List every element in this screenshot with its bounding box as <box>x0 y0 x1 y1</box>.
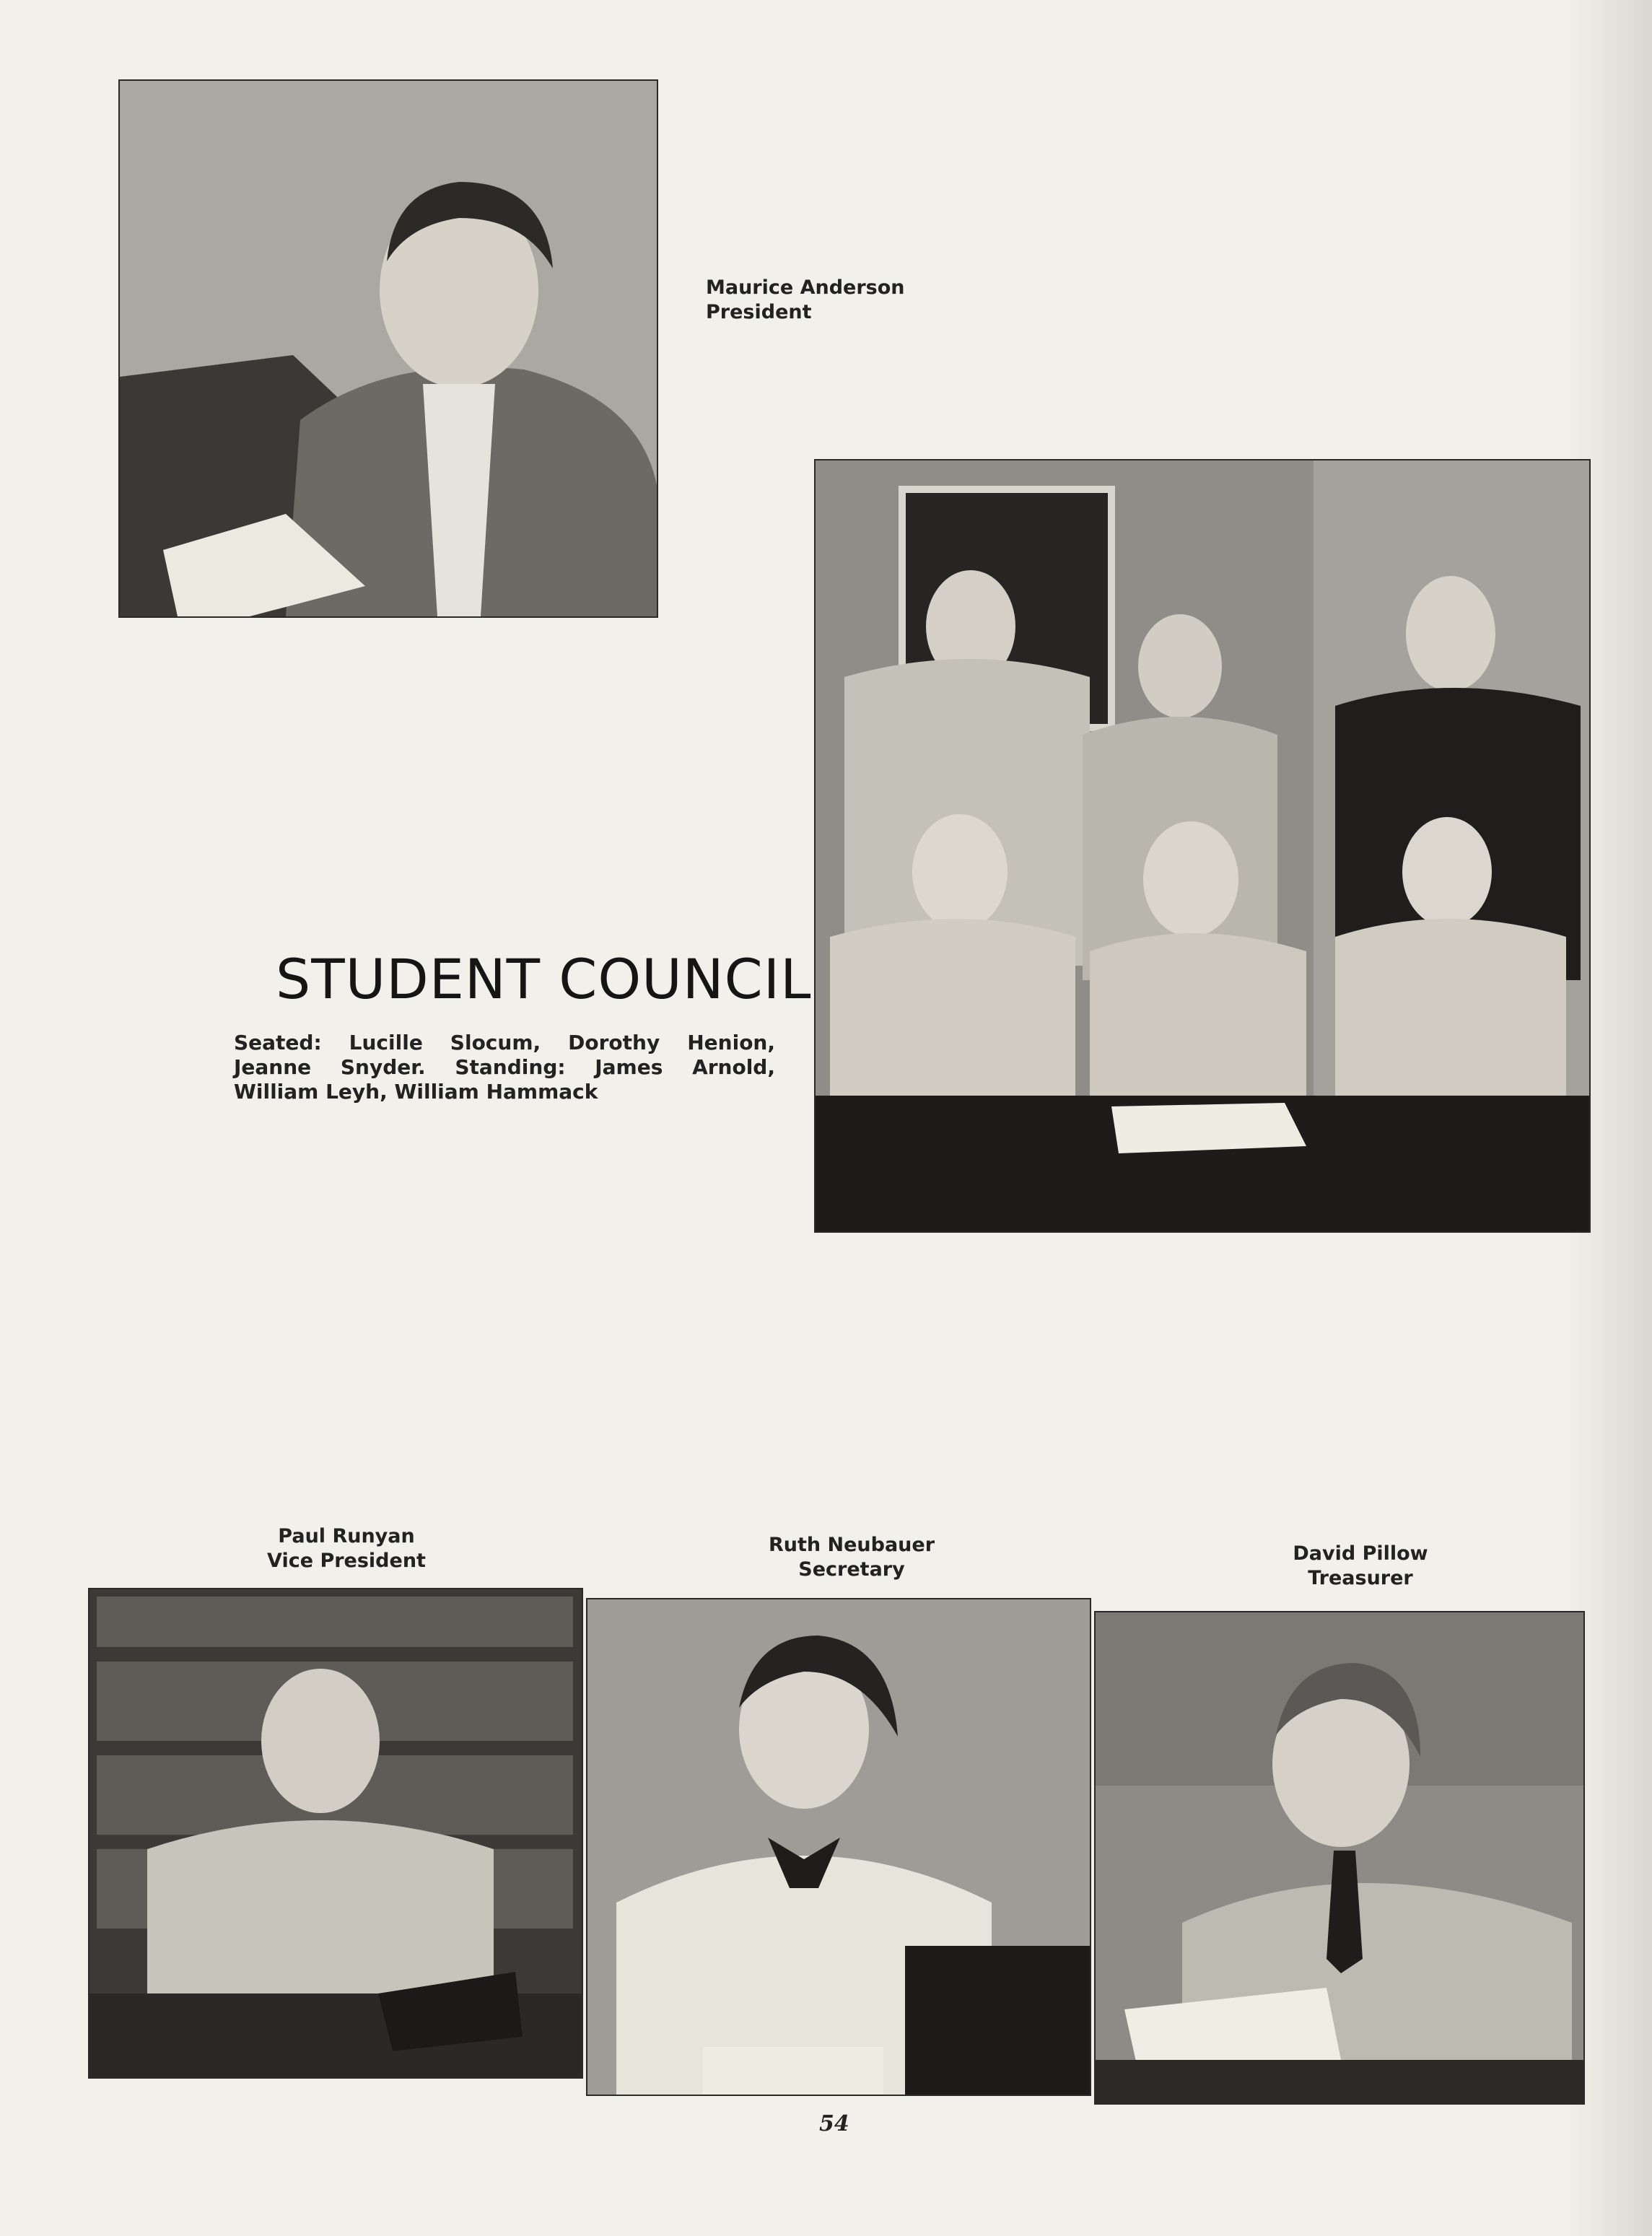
treasurer-title: Treasurer <box>1308 1567 1413 1589</box>
vice-president-photo <box>88 1588 583 2079</box>
treasurer-caption <box>1252 1542 1469 1591</box>
secretary-photo <box>586 1598 1091 2096</box>
secretary-name: Ruth Neubauer <box>768 1534 935 1556</box>
council-group-photo <box>814 459 1591 1233</box>
secretary-caption <box>743 1533 960 1582</box>
secretary-title: Secretary <box>798 1558 905 1581</box>
page-number: 54 <box>819 2111 849 2136</box>
president-caption <box>706 276 937 325</box>
vice-president-caption <box>238 1524 455 1573</box>
vice-president-title: Vice President <box>267 1550 426 1572</box>
president-title: President <box>706 301 812 323</box>
treasurer-name: David Pillow <box>1293 1542 1428 1565</box>
president-photo <box>118 79 658 618</box>
president-name: Maurice Anderson <box>706 276 905 299</box>
treasurer-photo <box>1094 1611 1585 2105</box>
section-heading: STUDENT COUNCIL <box>276 947 812 1011</box>
vice-president-name: Paul Runyan <box>278 1525 415 1547</box>
members-caption: Seated: Lucille Slocum, Dorothy Henion, Jeanne Snyder. Standing: James Arnold, William Leyh, William Hammack <box>234 1031 775 1104</box>
